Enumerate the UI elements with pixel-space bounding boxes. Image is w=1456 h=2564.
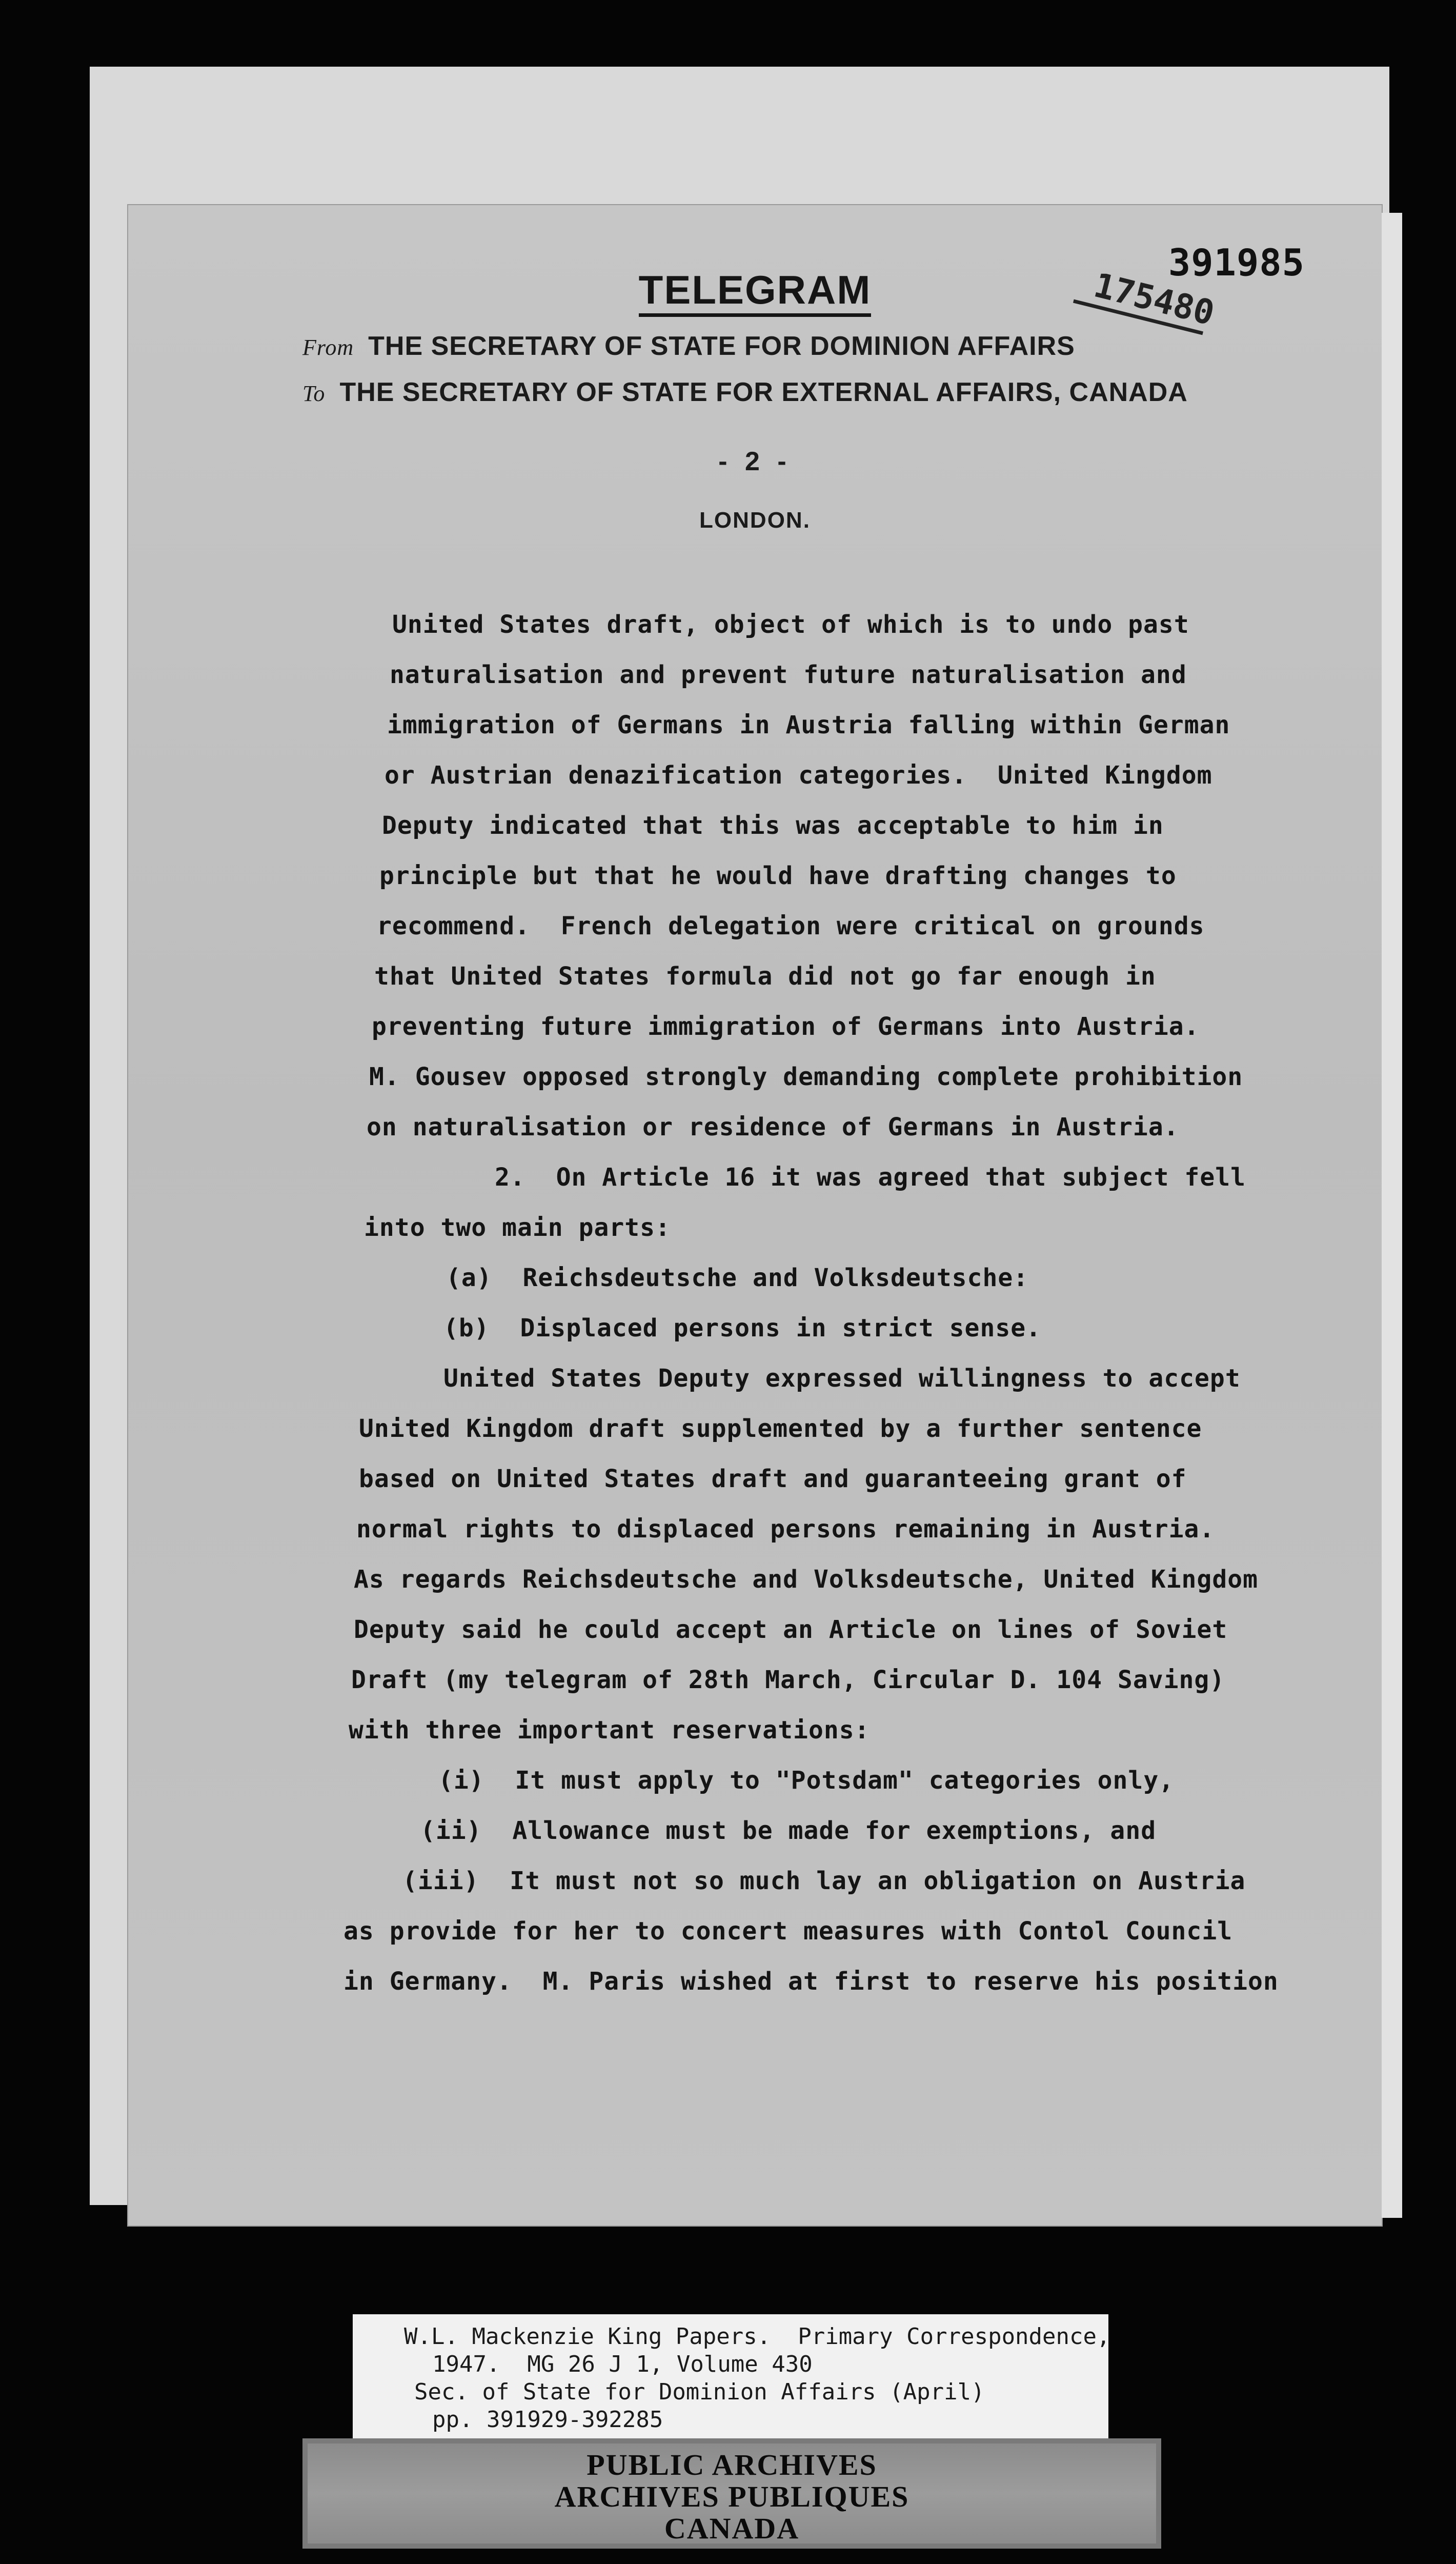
body-line: As regards Reichsdeutsche and Volksdeutsche, United Kingdom	[354, 1565, 1259, 1594]
body-line: on naturalisation or residence of Germans in Austria.	[367, 1113, 1179, 1141]
body-line: in Germany. M. Paris wished at first to reserve his position	[343, 1967, 1279, 1996]
catalog-card	[353, 2314, 1108, 2440]
body-line: (b) Displaced persons in strict sense.	[443, 1314, 1042, 1343]
serial-number-stamp: 391985	[1168, 241, 1305, 284]
body-line: into two main parts:	[364, 1213, 671, 1242]
body-line: normal rights to displaced persons remaining in Austria.	[356, 1515, 1215, 1544]
body-line: United Kingdom draft supplemented by a further sentence	[359, 1414, 1202, 1443]
archives-line: ARCHIVES PUBLIQUES	[554, 2480, 909, 2513]
body-line: naturalisation and prevent future naturalisation and	[390, 660, 1187, 689]
page-number: - 2 -	[718, 447, 792, 476]
body-line: (iii) It must not so much lay an obligation on Austria	[402, 1867, 1246, 1895]
body-line: that United States formula did not go far enough in	[374, 962, 1156, 991]
to-line	[302, 377, 1188, 408]
body-line: United States draft, object of which is to undo past	[392, 610, 1189, 639]
page-edge	[1382, 213, 1402, 2218]
body-line: or Austrian denazification categories. United Kingdom	[385, 761, 1212, 790]
telegram-title: TELEGRAM	[128, 267, 1382, 313]
body-line: (a) Reichsdeutsche and Volksdeutsche:	[446, 1264, 1029, 1292]
body-line: immigration of Germans in Austria falling within German	[387, 711, 1230, 739]
from-line	[302, 331, 1075, 362]
body-line: principle but that he would have drafting changes to	[379, 862, 1177, 890]
body-line: Draft (my telegram of 28th March, Circular D. 104 Saving)	[351, 1666, 1225, 1694]
catalog-line: pp. 391929-392285	[432, 2407, 663, 2433]
body-line: with three important reservations:	[349, 1716, 870, 1745]
body-line: M. Gousev opposed strongly demanding complete prohibition	[369, 1063, 1243, 1091]
catalog-line: Sec. of State for Dominion Affairs (April)	[414, 2379, 985, 2405]
body-line: (ii) Allowance must be made for exemptions, and	[420, 1816, 1157, 1845]
body-line: Deputy said he could accept an Article on lines of Soviet	[354, 1615, 1228, 1644]
body-line: United States Deputy expressed willingness to accept	[443, 1364, 1241, 1393]
telegram-page	[128, 205, 1382, 2226]
place-line: LONDON.	[699, 508, 811, 533]
public-archives-stamp	[302, 2438, 1161, 2549]
from-label: From	[302, 335, 354, 360]
to-recipient: THE SECRETARY OF STATE FOR EXTERNAL AFFAIRS, CANADA	[339, 377, 1188, 407]
catalog-line: 1947. MG 26 J 1, Volume 430	[432, 2351, 813, 2377]
body-line: recommend. French delegation were critical on grounds	[377, 912, 1205, 940]
catalog-line: W.L. Mackenzie King Papers. Primary Correspondence,	[404, 2323, 1110, 2350]
body-line: as provide for her to concert measures with Contol Council	[343, 1917, 1233, 1946]
from-sender: THE SECRETARY OF STATE FOR DOMINION AFFAIRS	[368, 331, 1075, 361]
archives-line: CANADA	[664, 2512, 800, 2545]
body-line: 2. On Article 16 it was agreed that subject fell	[495, 1163, 1246, 1192]
old-number-stamp: 175480	[1089, 265, 1218, 333]
body-line: based on United States draft and guaranteeing grant of	[359, 1465, 1187, 1493]
body-line: preventing future immigration of Germans into Austria.	[372, 1012, 1200, 1041]
body-line: (i) It must apply to "Potsdam" categories only,	[438, 1766, 1175, 1795]
telegram-header	[128, 205, 1382, 605]
archives-line: PUBLIC ARCHIVES	[587, 2448, 877, 2481]
body-line: Deputy indicated that this was acceptable to him in	[382, 811, 1164, 840]
to-label: To	[302, 381, 326, 406]
